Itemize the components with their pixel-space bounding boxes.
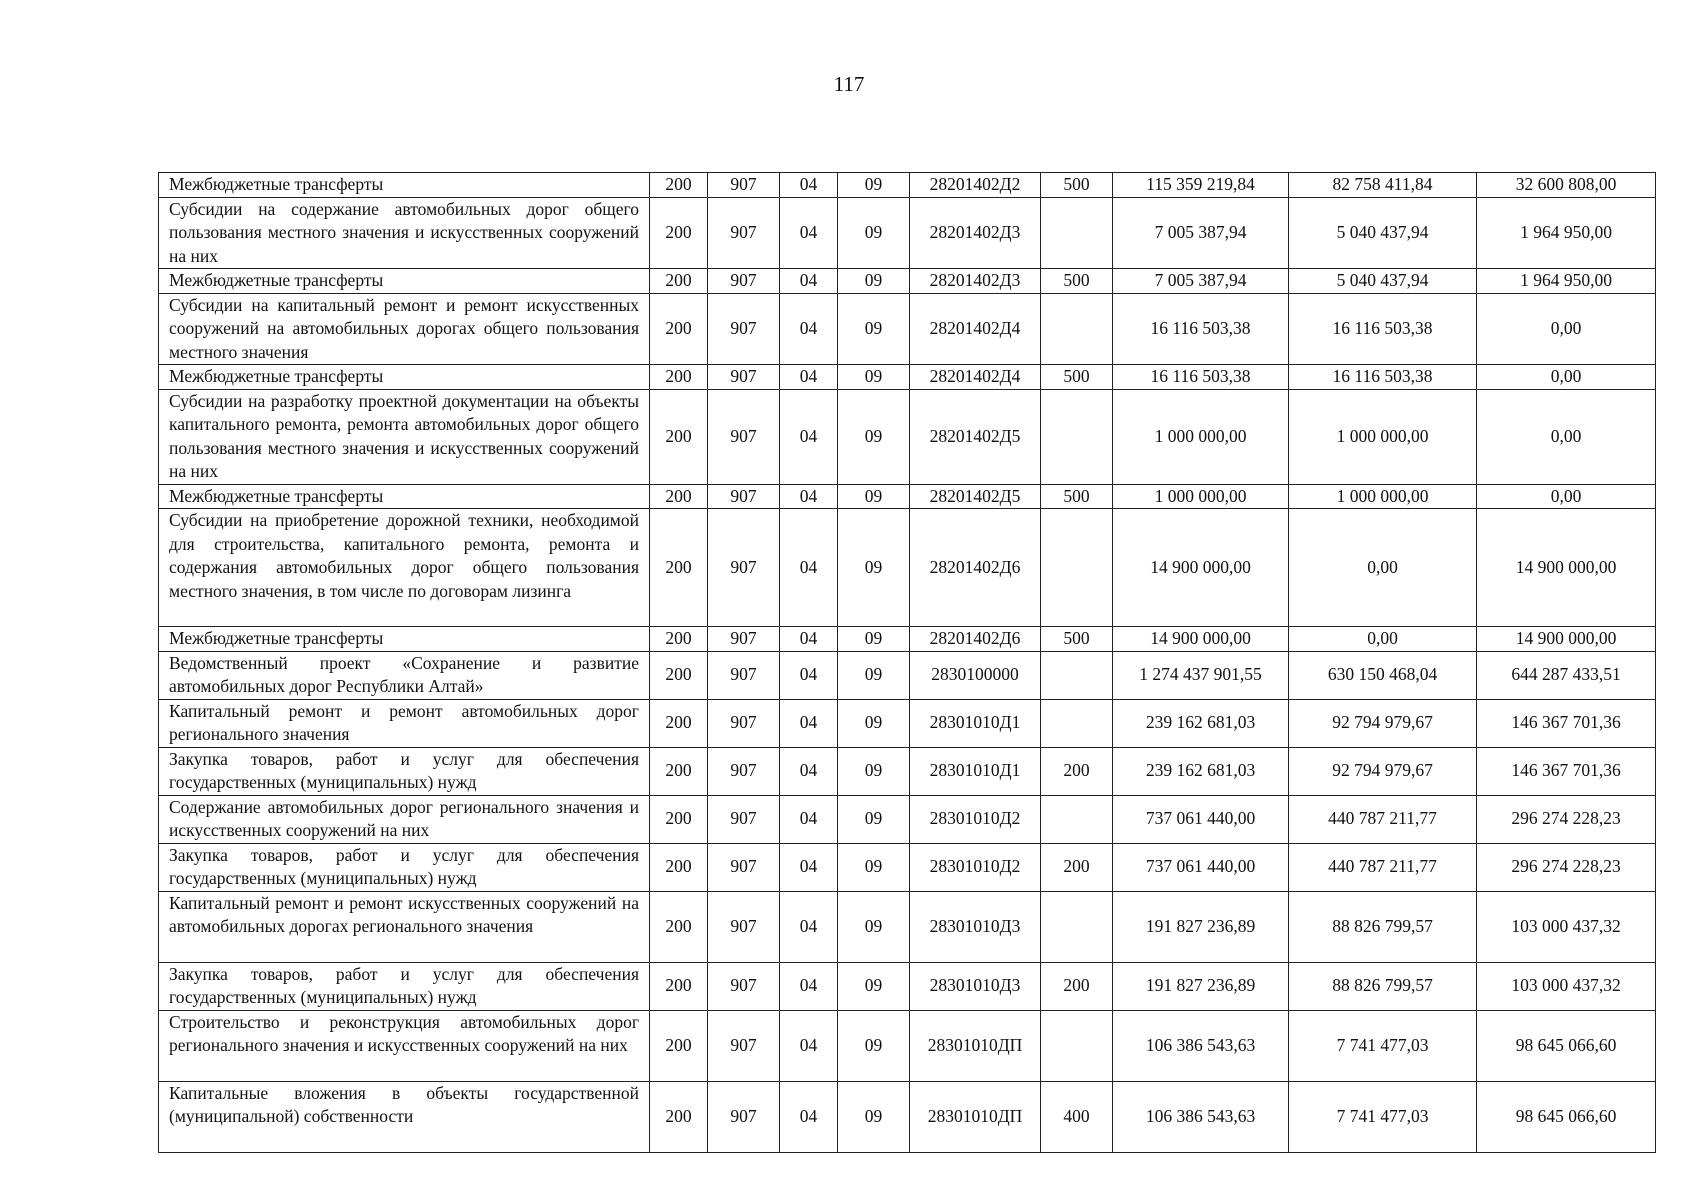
row-amount-total-cell: 115 359 219,84 [1113,173,1289,198]
row-expense-type-cell: 200 [1041,747,1113,795]
row-subsection-cell: 04 [780,1010,838,1081]
row-expense-type-cell: 200 [1041,962,1113,1010]
row-subsection-cell: 04 [780,365,838,390]
row-amount-total-cell: 7 005 387,94 [1113,197,1289,269]
row-subsubsection-cell: 09 [838,891,910,962]
row-expense-type-cell: 500 [1041,484,1113,509]
row-amount-2-cell: 0,00 [1289,509,1477,627]
row-target-code-cell: 28301010Д2 [910,795,1041,843]
row-subsection-cell: 04 [780,747,838,795]
row-name-cell: Строительство и реконструкция автомобильных дорог регионального значения и искусственных сооружений на них [159,1010,650,1081]
row-target-code-cell: 28301010Д3 [910,891,1041,962]
row-amount-total-cell: 737 061 440,00 [1113,795,1289,843]
row-subsection-cell: 04 [780,173,838,198]
row-name-cell: Межбюджетные трансферты [159,269,650,294]
row-expense-type-cell: 500 [1041,627,1113,652]
row-name-cell: Капитальный ремонт и ремонт искусственных сооружений на автомобильных дорогах регионального значения [159,891,650,962]
row-expense-type-cell: 500 [1041,173,1113,198]
row-subsection-cell: 04 [780,627,838,652]
row-amount-2-cell: 1 000 000,00 [1289,484,1477,509]
row-expense-type-cell [1041,509,1113,627]
row-subsubsection-cell: 09 [838,197,910,269]
row-amount-total-cell: 16 116 503,38 [1113,365,1289,390]
row-amount-2-cell: 1 000 000,00 [1289,389,1477,484]
row-name-cell: Межбюджетные трансферты [159,173,650,198]
row-section-cell: 200 [650,293,708,365]
row-amount-3-cell: 0,00 [1477,365,1656,390]
row-amount-2-cell: 7 741 477,03 [1289,1081,1477,1152]
table-row [159,627,1656,652]
row-section-cell: 200 [650,1010,708,1081]
row-subsection-cell: 04 [780,484,838,509]
row-department-cell: 907 [708,891,780,962]
row-subsubsection-cell: 09 [838,509,910,627]
table-body [159,173,1656,1153]
row-expense-type-cell: 500 [1041,269,1113,294]
row-subsection-cell: 04 [780,843,838,891]
row-subsubsection-cell: 09 [838,962,910,1010]
row-name-cell: Межбюджетные трансферты [159,365,650,390]
row-amount-2-cell: 440 787 211,77 [1289,843,1477,891]
row-target-code-cell: 28201402Д2 [910,173,1041,198]
row-expense-type-cell [1041,197,1113,269]
row-amount-3-cell: 103 000 437,32 [1477,962,1656,1010]
row-amount-2-cell: 82 758 411,84 [1289,173,1477,198]
table-row [159,173,1656,198]
row-subsubsection-cell: 09 [838,389,910,484]
row-amount-2-cell: 5 040 437,94 [1289,269,1477,294]
row-target-code-cell: 28301010Д2 [910,843,1041,891]
row-section-cell: 200 [650,269,708,294]
row-section-cell: 200 [650,389,708,484]
row-expense-type-cell [1041,651,1113,699]
row-section-cell: 200 [650,1081,708,1152]
table-row [159,509,1656,627]
row-subsubsection-cell: 09 [838,747,910,795]
row-target-code-cell: 28301010Д3 [910,962,1041,1010]
row-target-code-cell: 28301010Д1 [910,747,1041,795]
row-target-code-cell: 28301010ДП [910,1010,1041,1081]
row-section-cell: 200 [650,484,708,509]
table-row [159,843,1656,891]
row-subsection-cell: 04 [780,269,838,294]
row-subsubsection-cell: 09 [838,484,910,509]
row-expense-type-cell: 400 [1041,1081,1113,1152]
row-name-cell: Межбюджетные трансферты [159,484,650,509]
row-target-code-cell: 28201402Д6 [910,509,1041,627]
row-department-cell: 907 [708,843,780,891]
row-target-code-cell: 28201402Д4 [910,365,1041,390]
row-section-cell: 200 [650,651,708,699]
row-amount-3-cell: 98 645 066,60 [1477,1010,1656,1081]
row-section-cell: 200 [650,843,708,891]
row-department-cell: 907 [708,651,780,699]
row-department-cell: 907 [708,747,780,795]
row-department-cell: 907 [708,269,780,294]
row-department-cell: 907 [708,365,780,390]
table-row [159,293,1656,365]
row-department-cell: 907 [708,197,780,269]
row-amount-2-cell: 92 794 979,67 [1289,699,1477,747]
row-amount-3-cell: 1 964 950,00 [1477,197,1656,269]
table-row [159,365,1656,390]
row-name-cell: Закупка товаров, работ и услуг для обеспечения государственных (муниципальных) нужд [159,962,650,1010]
row-amount-2-cell: 440 787 211,77 [1289,795,1477,843]
table-row [159,651,1656,699]
row-section-cell: 200 [650,795,708,843]
row-target-code-cell: 28301010Д1 [910,699,1041,747]
table-row [159,1010,1656,1081]
row-subsubsection-cell: 09 [838,173,910,198]
row-amount-total-cell: 737 061 440,00 [1113,843,1289,891]
row-subsubsection-cell: 09 [838,269,910,294]
row-amount-3-cell: 146 367 701,36 [1477,747,1656,795]
row-subsection-cell: 04 [780,699,838,747]
table-row [159,1081,1656,1152]
row-section-cell: 200 [650,962,708,1010]
row-name-cell: Субсидии на капитальный ремонт и ремонт искусственных сооружений на автомобильных дорогах общего пользования местного значения [159,293,650,365]
row-amount-total-cell: 191 827 236,89 [1113,891,1289,962]
row-amount-3-cell: 146 367 701,36 [1477,699,1656,747]
row-subsection-cell: 04 [780,891,838,962]
row-target-code-cell: 28301010ДП [910,1081,1041,1152]
table-row [159,891,1656,962]
row-section-cell: 200 [650,197,708,269]
row-amount-total-cell: 239 162 681,03 [1113,699,1289,747]
row-amount-2-cell: 88 826 799,57 [1289,962,1477,1010]
table-row [159,389,1656,484]
table-row [159,795,1656,843]
row-subsubsection-cell: 09 [838,1010,910,1081]
row-amount-3-cell: 0,00 [1477,484,1656,509]
row-amount-3-cell: 103 000 437,32 [1477,891,1656,962]
row-subsection-cell: 04 [780,651,838,699]
table-row [159,269,1656,294]
row-target-code-cell: 28201402Д5 [910,389,1041,484]
row-expense-type-cell [1041,389,1113,484]
row-name-cell: Содержание автомобильных дорог регионального значения и искусственных сооружений на них [159,795,650,843]
row-department-cell: 907 [708,962,780,1010]
row-department-cell: 907 [708,1010,780,1081]
row-target-code-cell: 28201402Д3 [910,269,1041,294]
row-subsection-cell: 04 [780,509,838,627]
row-amount-2-cell: 92 794 979,67 [1289,747,1477,795]
row-amount-3-cell: 0,00 [1477,293,1656,365]
row-amount-2-cell: 16 116 503,38 [1289,293,1477,365]
row-subsubsection-cell: 09 [838,843,910,891]
row-amount-total-cell: 14 900 000,00 [1113,627,1289,652]
row-amount-2-cell: 88 826 799,57 [1289,891,1477,962]
row-amount-total-cell: 239 162 681,03 [1113,747,1289,795]
row-department-cell: 907 [708,627,780,652]
row-amount-3-cell: 296 274 228,23 [1477,843,1656,891]
row-amount-total-cell: 191 827 236,89 [1113,962,1289,1010]
row-subsubsection-cell: 09 [838,699,910,747]
row-subsection-cell: 04 [780,1081,838,1152]
row-expense-type-cell [1041,293,1113,365]
row-section-cell: 200 [650,627,708,652]
row-amount-3-cell: 98 645 066,60 [1477,1081,1656,1152]
row-target-code-cell: 28201402Д3 [910,197,1041,269]
row-department-cell: 907 [708,293,780,365]
row-name-cell: Межбюджетные трансферты [159,627,650,652]
row-target-code-cell: 2830100000 [910,651,1041,699]
row-section-cell: 200 [650,891,708,962]
row-name-cell: Субсидии на разработку проектной документации на объекты капитального ремонта, ремонта автомобильных дорог общего пользования местного значения и искусственных сооружений на них [159,389,650,484]
row-amount-3-cell: 1 964 950,00 [1477,269,1656,294]
row-amount-2-cell: 0,00 [1289,627,1477,652]
row-amount-2-cell: 7 741 477,03 [1289,1010,1477,1081]
table-row [159,747,1656,795]
row-amount-total-cell: 14 900 000,00 [1113,509,1289,627]
row-name-cell: Субсидии на содержание автомобильных дорог общего пользования местного значения и искусственных сооружений на них [159,197,650,269]
row-department-cell: 907 [708,389,780,484]
row-subsubsection-cell: 09 [838,1081,910,1152]
table-row [159,699,1656,747]
row-section-cell: 200 [650,747,708,795]
row-expense-type-cell [1041,795,1113,843]
row-department-cell: 907 [708,509,780,627]
budget-table [158,172,1656,1153]
row-section-cell: 200 [650,173,708,198]
row-amount-3-cell: 14 900 000,00 [1477,509,1656,627]
row-amount-total-cell: 106 386 543,63 [1113,1010,1289,1081]
row-subsection-cell: 04 [780,389,838,484]
row-amount-2-cell: 16 116 503,38 [1289,365,1477,390]
row-name-cell: Капитальные вложения в объекты государственной (муниципальной) собственности [159,1081,650,1152]
row-name-cell: Субсидии на приобретение дорожной техники, необходимой для строительства, капитального ремонта, ремонта и содержания автомобильных дорог общего пользования местного значения, в том числе по договорам лизинга [159,509,650,627]
row-subsubsection-cell: 09 [838,795,910,843]
row-target-code-cell: 28201402Д6 [910,627,1041,652]
row-department-cell: 907 [708,1081,780,1152]
row-subsection-cell: 04 [780,795,838,843]
row-department-cell: 907 [708,484,780,509]
row-expense-type-cell [1041,1010,1113,1081]
row-amount-total-cell: 1 274 437 901,55 [1113,651,1289,699]
row-expense-type-cell: 500 [1041,365,1113,390]
row-subsection-cell: 04 [780,293,838,365]
row-amount-3-cell: 296 274 228,23 [1477,795,1656,843]
row-department-cell: 907 [708,699,780,747]
table-row [159,197,1656,269]
row-target-code-cell: 28201402Д4 [910,293,1041,365]
row-section-cell: 200 [650,509,708,627]
row-name-cell: Капитальный ремонт и ремонт автомобильных дорог регионального значения [159,699,650,747]
row-name-cell: Ведомственный проект «Сохранение и развитие автомобильных дорог Республики Алтай» [159,651,650,699]
row-subsubsection-cell: 09 [838,627,910,652]
row-amount-3-cell: 644 287 433,51 [1477,651,1656,699]
row-subsection-cell: 04 [780,197,838,269]
row-amount-3-cell: 32 600 808,00 [1477,173,1656,198]
row-amount-total-cell: 7 005 387,94 [1113,269,1289,294]
row-section-cell: 200 [650,699,708,747]
row-amount-3-cell: 14 900 000,00 [1477,627,1656,652]
row-target-code-cell: 28201402Д5 [910,484,1041,509]
row-subsection-cell: 04 [780,962,838,1010]
row-amount-total-cell: 16 116 503,38 [1113,293,1289,365]
row-expense-type-cell [1041,699,1113,747]
row-expense-type-cell: 200 [1041,843,1113,891]
row-amount-2-cell: 5 040 437,94 [1289,197,1477,269]
row-expense-type-cell [1041,891,1113,962]
row-subsubsection-cell: 09 [838,365,910,390]
row-amount-2-cell: 630 150 468,04 [1289,651,1477,699]
row-subsubsection-cell: 09 [838,651,910,699]
row-department-cell: 907 [708,795,780,843]
row-amount-total-cell: 1 000 000,00 [1113,389,1289,484]
row-name-cell: Закупка товаров, работ и услуг для обеспечения государственных (муниципальных) нужд [159,843,650,891]
row-subsubsection-cell: 09 [838,293,910,365]
table-row [159,484,1656,509]
row-amount-3-cell: 0,00 [1477,389,1656,484]
row-section-cell: 200 [650,365,708,390]
row-amount-total-cell: 106 386 543,63 [1113,1081,1289,1152]
row-amount-total-cell: 1 000 000,00 [1113,484,1289,509]
table-row [159,962,1656,1010]
page-number: 117 [833,72,865,96]
row-department-cell: 907 [708,173,780,198]
row-name-cell: Закупка товаров, работ и услуг для обеспечения государственных (муниципальных) нужд [159,747,650,795]
